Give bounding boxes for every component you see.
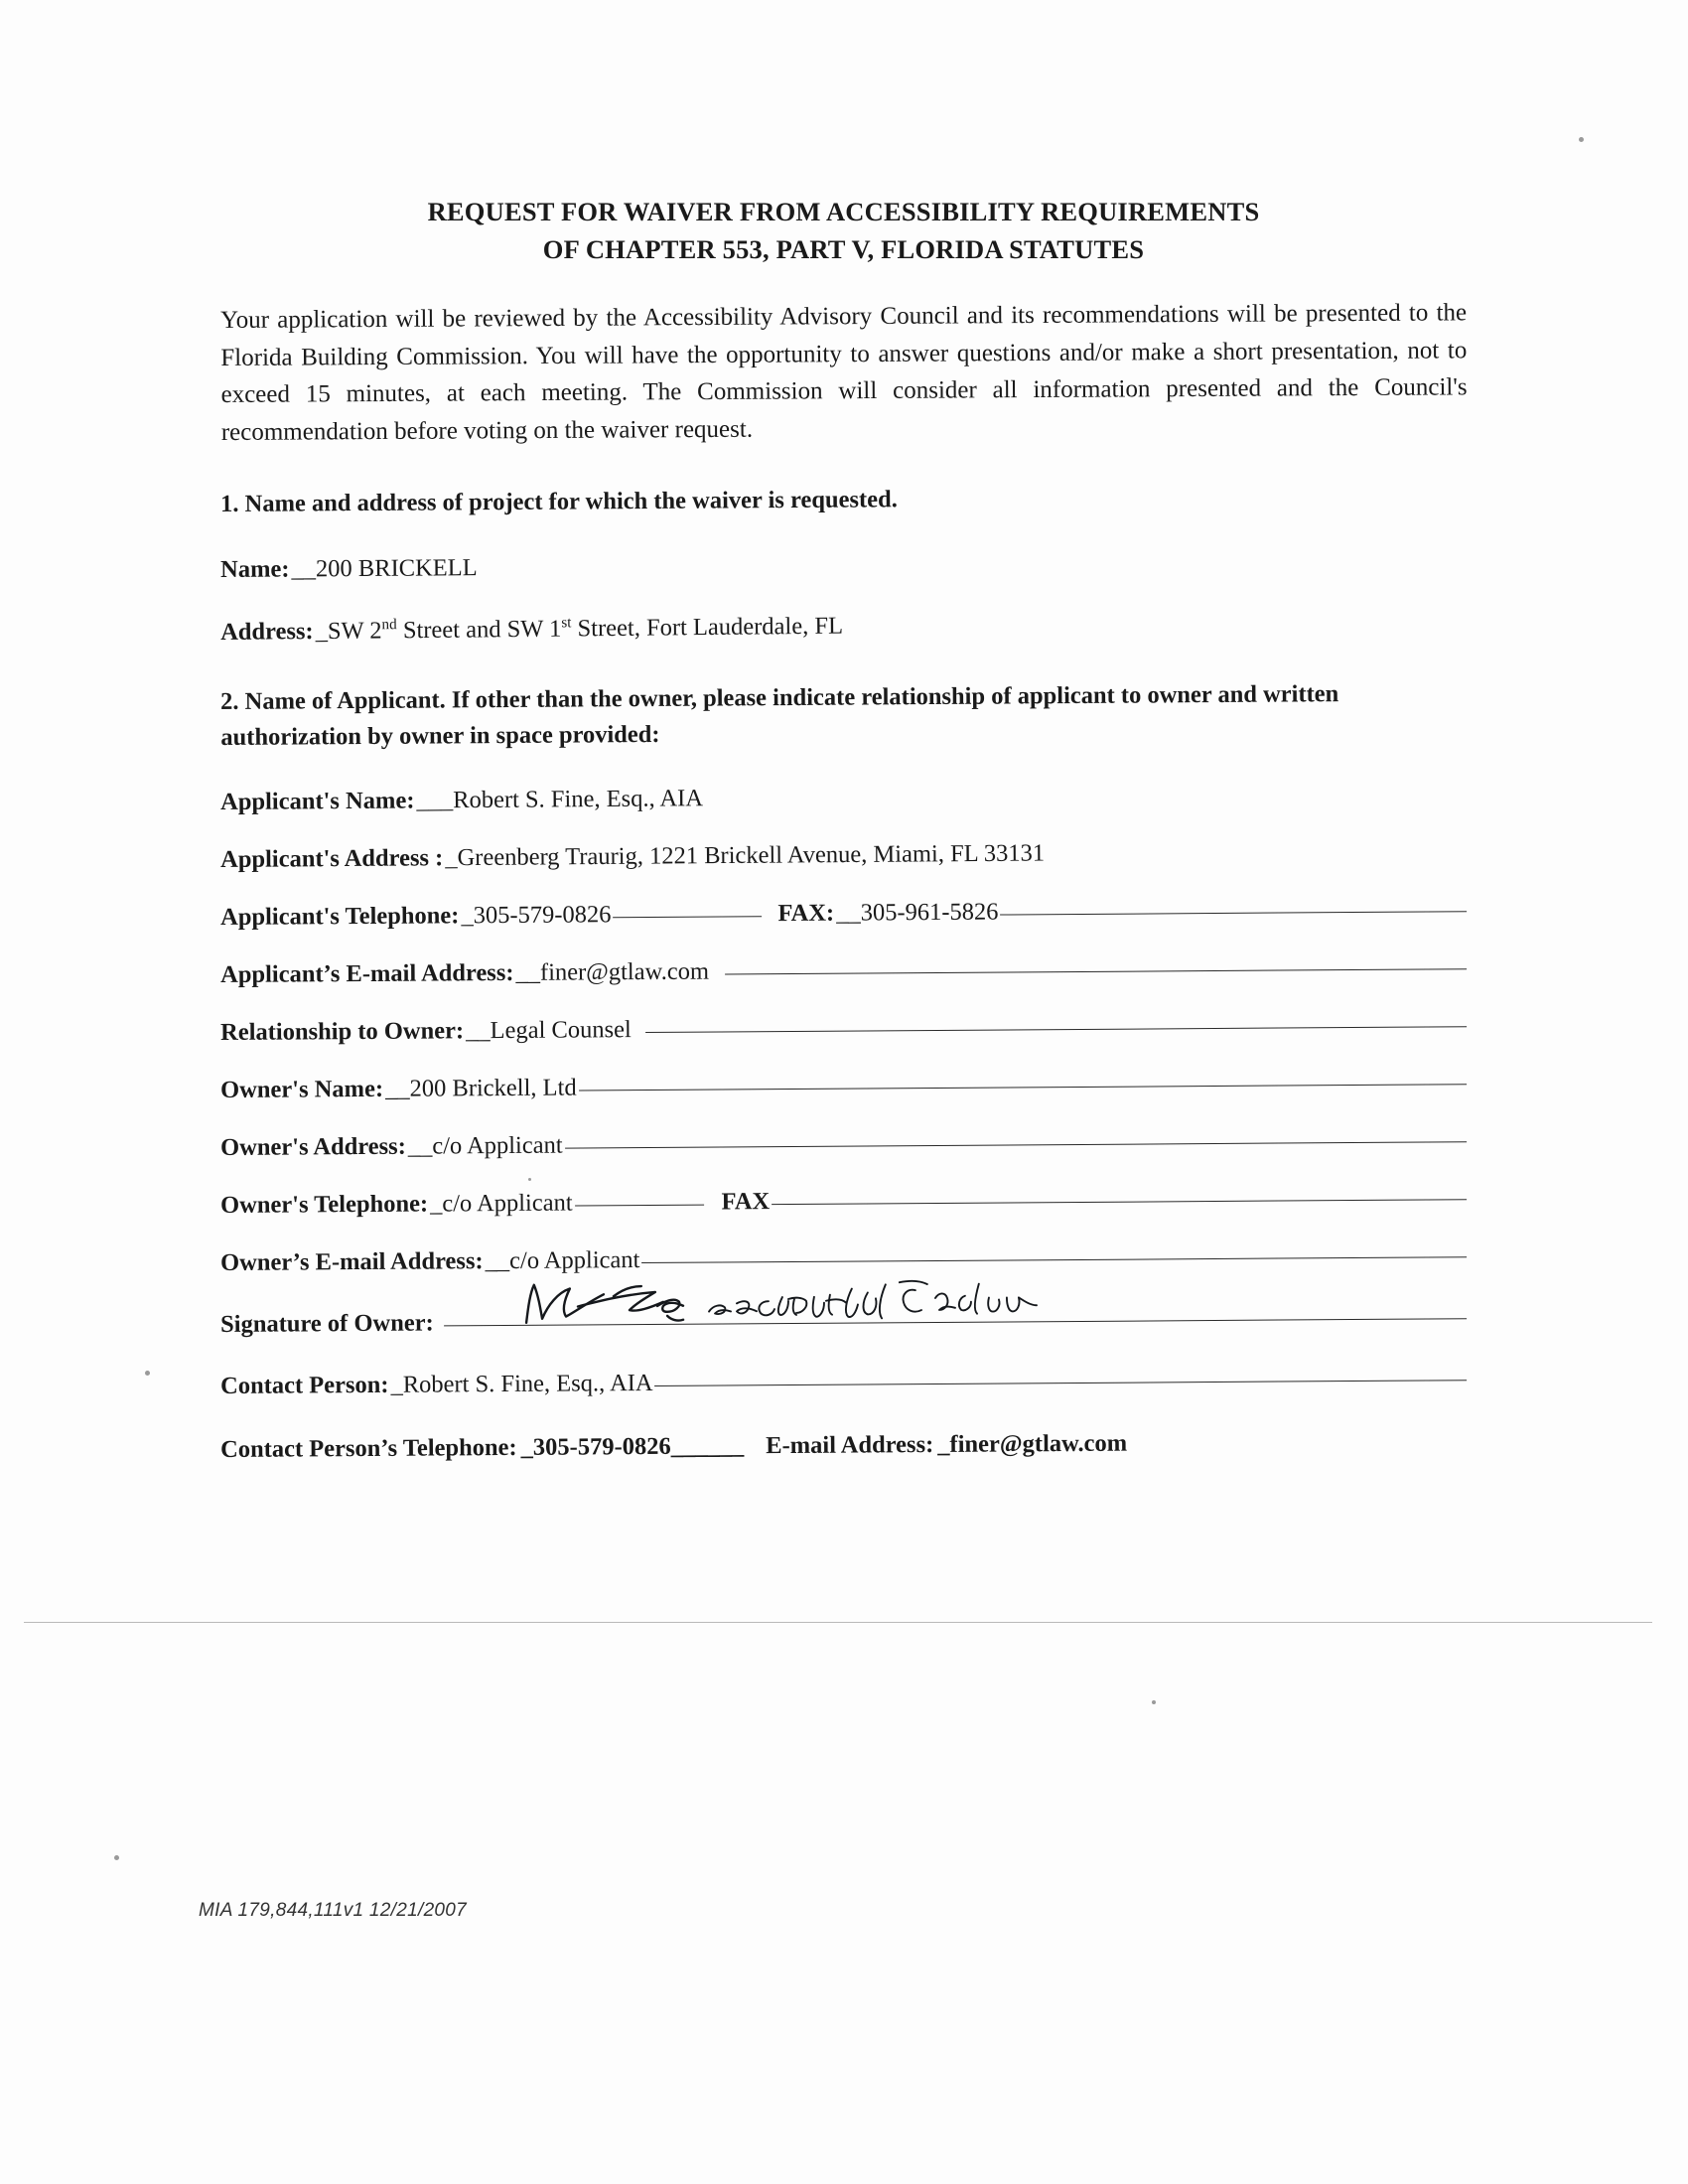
scan-speck — [145, 1371, 150, 1376]
owner-email-rule — [641, 1256, 1467, 1263]
project-name-label: Name: — [220, 555, 290, 583]
ordinal-suffix-nd: nd — [381, 615, 397, 634]
applicant-telephone-value: _305-579-0826 — [461, 901, 612, 930]
signature-rule — [444, 1318, 1467, 1326]
field-contact-person — [220, 1364, 1467, 1400]
relationship-label: Relationship to Owner: — [220, 1017, 465, 1046]
field-applicant-address — [220, 836, 1467, 874]
field-project-address — [220, 605, 1467, 647]
owner-telephone-label: Owner's Telephone: — [220, 1190, 429, 1219]
contact-telephone-value: _305-579-0826______ — [520, 1432, 745, 1461]
applicant-address-value: _Greenberg Traurig, 1221 Brickell Avenue, Miami, FL 33131 — [445, 839, 1046, 872]
document-body — [220, 194, 1467, 1464]
field-relationship-to-owner — [220, 1010, 1467, 1047]
owner-email-value: __c/o Applicant — [485, 1246, 640, 1275]
contact-person-value: _Robert S. Fine, Esq., AIA — [390, 1369, 653, 1398]
owner-fax-label: FAX — [721, 1188, 771, 1216]
field-signature-of-owner — [220, 1302, 1467, 1339]
field-owner-address — [220, 1125, 1467, 1162]
relationship-rule — [645, 1026, 1467, 1033]
applicant-email-label: Applicant’s E-mail Address: — [220, 958, 514, 988]
owner-telephone-rule — [575, 1205, 704, 1207]
document-title — [220, 194, 1467, 268]
applicant-name-value: ___Robert S. Fine, Esq., AIA — [416, 785, 704, 814]
owner-telephone-value: _c/o Applicant — [429, 1189, 573, 1218]
section-2-heading: 2. Name of Applicant. If other than the owner, please indicate relationship of applicant to owner and written authorization by owner in space provided: — [220, 680, 1339, 751]
owner-address-rule — [565, 1141, 1467, 1148]
contact-email-value: _finer@gtlaw.com — [937, 1429, 1128, 1458]
section-1-heading: 1. Name and address of project for which the waiver is requested. — [220, 486, 898, 518]
ordinal-suffix-st: st — [561, 614, 572, 632]
applicant-address-label: Applicant's Address : — [220, 844, 444, 873]
field-owner-name — [220, 1068, 1467, 1104]
signature-label: Signature of Owner: — [220, 1309, 434, 1338]
field-applicant-name — [220, 779, 1467, 816]
owner-address-label: Owner's Address: — [220, 1132, 406, 1161]
owner-fax-rule — [772, 1199, 1467, 1205]
intro-paragraph: Your application will be reviewed by the Accessibility Advisory Council and its recommendations will be presented to the Florida Building Commission. You will have the opportunity to answer questions and/or make a short presentation, not to exceed 15 minutes, at each meeting. The Commission will consider all information presented and the Council's recommendation before voting on the waiver request. — [220, 299, 1468, 446]
relationship-value: __Legal Counsel — [465, 1016, 632, 1045]
applicant-name-label: Applicant's Name: — [220, 787, 415, 815]
applicant-email-rule — [725, 968, 1467, 974]
contact-telephone-label: Contact Person’s Telephone: — [220, 1433, 517, 1463]
contact-person-label: Contact Person: — [220, 1371, 389, 1399]
applicant-fax-value: __305-961-5826 — [836, 898, 999, 927]
applicant-telephone-label: Applicant's Telephone: — [220, 902, 460, 931]
scan-speck — [1152, 1700, 1156, 1704]
field-applicant-telephone-fax — [220, 895, 1467, 932]
project-address-label: Address: — [220, 617, 314, 646]
document-footer-code: MIA 179,844,111v1 12/21/2007 — [199, 1900, 468, 1921]
owner-name-label: Owner's Name: — [220, 1075, 384, 1103]
field-applicant-email — [220, 952, 1467, 989]
applicant-fax-label: FAX: — [777, 899, 835, 928]
applicant-email-value: __finer@gtlaw.com — [515, 957, 710, 986]
field-project-name — [220, 547, 1467, 584]
title-line-1: REQUEST FOR WAIVER FROM ACCESSIBILITY REQUIREMENTS — [427, 197, 1260, 226]
title-line-2: OF CHAPTER 553, PART V, FLORIDA STATUTES — [542, 233, 1145, 264]
applicant-telephone-rule — [613, 916, 762, 918]
owner-name-rule — [579, 1084, 1467, 1091]
field-contact-telephone-email — [220, 1427, 1467, 1464]
contact-email-label: E-mail Address: — [766, 1430, 934, 1460]
project-address-value: _SW 2nd Street and SW 1st Street, Fort Lauderdale, FL — [315, 612, 844, 645]
contact-person-rule — [655, 1380, 1468, 1386]
scan-speck — [1579, 137, 1584, 142]
scan-speck — [114, 1855, 119, 1860]
project-name-value: __200 BRICKELL — [291, 553, 478, 583]
field-owner-email — [220, 1240, 1467, 1277]
owner-email-label: Owner’s E-mail Address: — [220, 1247, 484, 1276]
scan-artifact-line — [24, 1622, 1652, 1623]
field-owner-telephone-fax — [220, 1183, 1467, 1220]
owner-name-value: __200 Brickell, Ltd — [384, 1074, 577, 1102]
owner-address-value: __c/o Applicant — [407, 1131, 563, 1160]
applicant-fax-rule — [1001, 911, 1468, 915]
